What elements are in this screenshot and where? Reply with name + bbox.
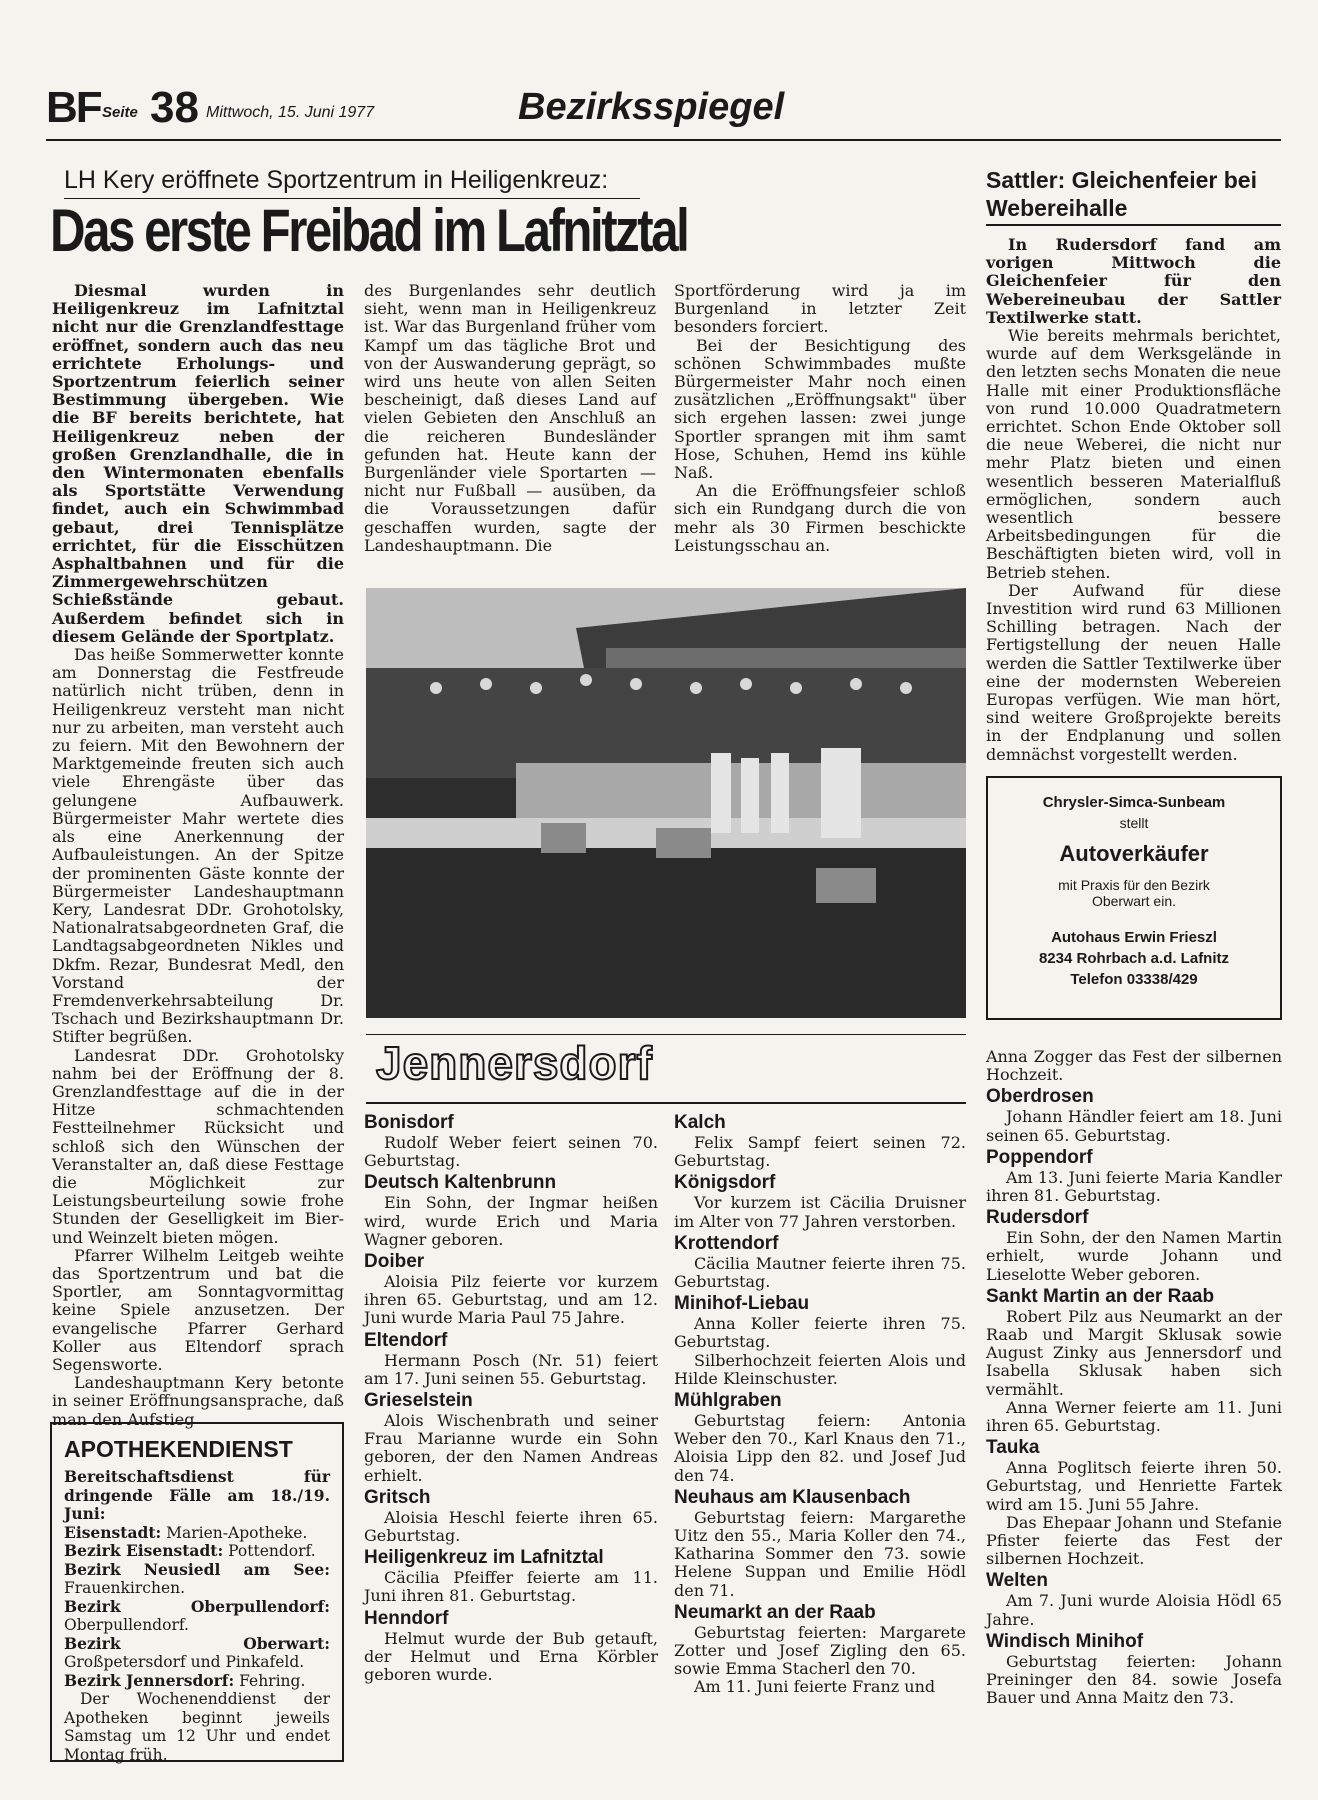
news-text: Anna Werner feierte am 11. Juni ihren 65. Geburtstag.	[986, 1397, 1282, 1436]
article-headline: Das erste Freibad im Lafnitztal	[50, 197, 688, 264]
job-advertisement	[986, 776, 1282, 1020]
place-heading: Sankt Martin an der Raab	[986, 1285, 1215, 1307]
masthead-logo: BF	[46, 83, 101, 132]
apotheken-entry: Bezirk Oberwart: Großpetersdorf und Pinkafeld.	[64, 1633, 330, 1671]
place-heading: Eltendorf	[364, 1329, 448, 1351]
news-text: Hermann Posch (Nr. 51) feiert am 17. Juni seinen 55. Geburtstag.	[364, 1350, 658, 1388]
side-article-body	[986, 236, 1281, 764]
news-text: Vor kurzem ist Cäcilia Druisner im Alter von 77 Jahren verstorben.	[674, 1193, 966, 1231]
ad-company: Autohaus Erwin Frieszl	[1051, 929, 1217, 946]
place-heading: Minihof-Liebau	[674, 1293, 810, 1315]
news-text: Am 11. Juni feierte Franz und	[694, 1677, 936, 1697]
place-heading: Oberdrosen	[986, 1086, 1094, 1108]
news-text: Aloisia Pilz feierte vor kurzem ihren 65. Geburtstag, und am 12. Juni wurde Maria Paul 75 Jahre.	[364, 1272, 658, 1328]
news-text: Cäcilia Pfeiffer feierte am 11. Juni ihren 81. Geburtstag.	[364, 1568, 658, 1606]
place-heading: Krottendorf	[674, 1232, 779, 1254]
place-heading: Neuhaus am Klausenbach	[674, 1486, 911, 1508]
apotheken-entry: Bezirk Eisenstadt: Pottendorf.	[64, 1541, 316, 1560]
jennersdorf-column-3	[986, 1048, 1282, 1707]
place-heading: Neumarkt an der Raab	[674, 1601, 876, 1623]
place-heading: Heiligenkreuz im Lafnitztal	[364, 1547, 604, 1569]
article-column-1	[52, 282, 344, 1429]
news-text: Cäcilia Mautner feierte ihren 75. Geburtstag.	[674, 1253, 966, 1292]
ad-verb: stellt	[1119, 815, 1149, 831]
place-heading: Bonisdorf	[364, 1112, 454, 1133]
apotheken-footer: Der Wochenenddienst der Apotheken beginnt jeweils Samstag um 12 Uhr und endet Montag früh.	[64, 1690, 330, 1764]
place-heading: Windisch Minihof	[986, 1630, 1144, 1652]
place-heading: Tauka	[986, 1437, 1040, 1459]
issue-date: Mittwoch, 15. Juni 1977	[206, 104, 375, 121]
place-heading: Königsdorf	[674, 1172, 776, 1194]
news-text: Geburtstag feiern: Antonia Weber den 70., Karl Knaus den 71., Aloisia Lipp den 82. und Josef Jud den 74.	[674, 1411, 966, 1485]
apotheken-entry: Bezirk Neusiedl am See: Frauenkirchen.	[64, 1559, 330, 1597]
place-heading: Henndorf	[364, 1607, 449, 1629]
news-text: Geburtstag feierten: Johann Preininger den 84. sowie Josefa Bauer und Anna Maitz den 73.	[986, 1651, 1282, 1708]
apotheken-entry: Eisenstadt: Marien-Apotheke.	[64, 1522, 308, 1542]
article-paragraph: Landeshauptmann Kery betonte in seiner Eröffnungsansprache, daß man den Aufstieg	[52, 1373, 344, 1429]
place-heading: Welten	[986, 1570, 1048, 1592]
apotheken-box	[50, 1422, 344, 1762]
place-heading: Doiber	[364, 1251, 425, 1273]
side-headline: Sattler: Gleichenfeier bei Webereihalle	[986, 167, 1257, 221]
news-text: Silberhochzeit feierten Alois und Hilde Kleinschuster.	[674, 1350, 966, 1388]
ad-brand: Chrysler-Simca-Sunbeam	[1042, 794, 1226, 811]
news-text: Anna Poglitsch feierte ihren 50. Geburtstag, und Henriette Fartek wird am 15. Juni 55 Jahre.	[986, 1458, 1282, 1514]
article-paragraph: des Burgenlandes sehr deutlich sieht, wenn man in Heiligenkreuz ist. War das Burgenland früher vom Kampf um das tägliche Brot und von der Auswanderung geprägt, so wird uns heute von allen Seiten bescheinigt, daß dieses Land auf vielen Gebieten den Anschluß an die reicheren Bundesländer gefunden hat. Heute kann der Burgenländer viele Sportarten — nicht nur Fußball — ausüben, da die Voraussetzungen dafür geschaffen wurden, sagte der Landeshauptmann. Die	[364, 281, 656, 555]
news-text: Alois Wischenbrath und seiner Frau Marianne wurde ein Sohn geboren, der den Namen Andreas erhielt.	[364, 1411, 658, 1485]
news-text: Anna Zogger das Fest der silbernen Hochzeit.	[986, 1047, 1282, 1085]
news-text: Am 7. Juni wurde Aloisia Hödl 65 Jahre.	[986, 1591, 1282, 1629]
article-column-3	[674, 282, 966, 555]
place-heading: Deutsch Kaltenbrunn	[364, 1172, 557, 1194]
article-paragraph: Das heiße Sommerwetter konnte am Donnerstag die Festfreude natürlich nicht trüben, denn in Heiligenkreuz versteht man nicht nur zu arbeiten, man versteht auch zu feiern. Mit den Bewohnern der Marktgemeinde freuten sich auch viele Ehrengäste über das gelungene Aufbauwerk. Bürgermeister Mahr wertete dies als eine Anerkennung der Aufbauleistungen. An der Spitze der prominenten Gäste konnte der Bürgermeister Landeshauptmann Kery, Landesrat DDr. Grohotolsky, Nationalratsabgeordneten Graf, die Landtagsabgeordneten Nikles und Dkfm. Rezar, Bundesrat Medl, den Vorstand der Fremdenverkehrsabteilung Dr. Tschach und Bezirkshauptmann Dr. Stifter begrüßen.	[52, 645, 344, 1047]
page-label: Seite	[102, 104, 138, 121]
news-text: Geburtstag feiern: Margarethe Uitz den 55., Maria Koller den 74., Katharina Sommer den 73. sowie Helene Suppan und Emilie Hödl den 71.	[674, 1507, 966, 1600]
news-text: Ein Sohn, der Ingmar heißen wird, wurde Erich und Maria Wagner geboren.	[364, 1193, 658, 1249]
article-paragraph: Pfarrer Wilhelm Leitgeb weihte das Sportzentrum und bat die Sportler, am Sonntagvormittag keine Spiele anzusetzen. Der evangelische Pfarrer Gerhard Koller aus Eltendorf sprach Segensworte.	[52, 1245, 344, 1374]
ad-position: Autoverkäufer	[1059, 841, 1209, 866]
jennersdorf-top-rule	[366, 1034, 966, 1035]
side-paragraph: Wie bereits mehrmals berichtet, wurde auf dem Werksgelände in den letzten sechs Monaten die neue Halle mit einer Produktionsfläche von rund 10.000 Quadratmetern errichtet. Schon Ende Oktober soll die neue Weberei, die nicht nur mehr Platz bieten und einen wesentlich besseren Materialfluß ermöglichen, sondern auch wesentlich bessere Arbeitsbedingungen für die Beschäftigten bieten wird, voll in Betrieb stehen.	[986, 326, 1281, 582]
jennersdorf-column-2	[674, 1110, 966, 1697]
apotheken-entry: Bezirk Jennersdorf: Fehring.	[64, 1670, 306, 1690]
place-heading: Rudersdorf	[986, 1207, 1089, 1229]
place-heading: Gritsch	[364, 1486, 431, 1508]
place-heading: Poppendorf	[986, 1146, 1093, 1168]
article-paragraph: Landesrat DDr. Grohotolsky nahm bei der Eröffnung der 8. Grenzlandfesttage auf die in der Hitze schmachtenden Festteilnehmer Rücksicht und schloß sich den Wünschen der Veranstalter an, daß diese Festtage die Möglichkeit zur Leistungsbeurteilung sowie frohe Stunden der Geselligkeit im Bier- und Weinzelt bieten mögen.	[52, 1045, 344, 1247]
apotheken-intro: Bereitschaftsdienst für dringende Fälle am 18./19. Juni:	[64, 1467, 330, 1523]
news-text: Geburtstag feierten: Margarete Zotter und Josef Zigling den 65. sowie Emma Stacherl den 70.	[674, 1622, 966, 1679]
news-text: Aloisia Heschl feierte ihren 65. Geburtstag.	[364, 1507, 658, 1546]
news-text: Helmut wurde der Bub getauft, der Helmut und Erna Körbler geboren wurde.	[364, 1628, 658, 1685]
article-column-2	[364, 282, 656, 555]
ad-requirement: Oberwart ein.	[1091, 893, 1177, 909]
news-text: Anna Koller feierte ihren 75. Geburtstag.	[674, 1314, 966, 1352]
news-text: Robert Pilz aus Neumarkt an der Raab und Margit Sklusak sowie August Zinky aus Jennersdorf und Isabella Sklusak haben sich vermählt.	[986, 1306, 1282, 1399]
news-text: Ein Sohn, der den Namen Martin erhielt, wurde Johann und Lieselotte Weber geboren.	[986, 1228, 1282, 1284]
article-lead: Diesmal wurden in Heiligenkreuz im Lafnitztal nicht nur die Grenzlandfesttage eröffnet, sondern auch das neu errichtete Erholungs- und Sportzentrum feierlich seiner Bestimmung übergeben. Wie die BF bereits berichtete, hat Heiligenkreuz neben der großen Grenzlandhalle, die in den Wintermonaten ebenfalls als Sportstätte Verwendung findet, auch ein Schwimmbad gebaut, drei Tennisplätze errichtet, für die Eisschützen Asphaltbahnen und für die Zimmergewehrschützen Schießstände gebaut. Außerdem befindet sich in diesem Gelände der Sportplatz.	[52, 281, 344, 646]
news-text: Am 13. Juni feierte Maria Kandler ihren 81. Geburtstag.	[986, 1167, 1282, 1206]
side-lead: In Rudersdorf fand am vorigen Mittwoch die Gleichenfeier für den Webereineubau der Sattler Textilwerke statt.	[986, 235, 1281, 327]
side-headline-rule	[986, 224, 1281, 226]
article-kicker: LH Kery eröffnete Sportzentrum in Heiligenkreuz:	[64, 166, 609, 194]
news-text: Felix Sampf feiert seinen 72. Geburtstag.	[674, 1133, 966, 1171]
section-title: Bezirksspiegel	[518, 86, 785, 128]
ad-address: 8234 Rohrbach a.d. Lafnitz	[1038, 950, 1230, 967]
place-heading: Grieselstein	[364, 1390, 473, 1412]
jennersdorf-rule	[366, 1102, 966, 1104]
news-text: Johann Händler feiert am 18. Juni seinen 65. Geburtstag.	[986, 1107, 1282, 1145]
article-paragraph: An die Eröffnungsfeier schloß sich ein Rundgang durch die von mehr als 30 Firmen beschickte Leistungsschau an.	[674, 481, 966, 555]
article-paragraph: Bei der Besichtigung des schönen Schwimmbades mußte Bürgermeister Mahr noch einen zusätzlichen „Eröffnungsakt" über sich ergehen lassen: zwei junge Sportler sprangen mit ihm samt Hose, Schuhen, Hemd ins kühle Naß.	[674, 335, 966, 483]
ad-phone: Telefon 03338/429	[1070, 971, 1198, 988]
jennersdorf-column-1	[364, 1110, 658, 1684]
apotheken-entry: Bezirk Oberpullendorf: Oberpullendorf.	[64, 1596, 330, 1634]
article-photo	[366, 588, 966, 1018]
place-heading: Kalch	[674, 1112, 726, 1133]
header-rule	[46, 139, 1281, 141]
article-paragraph: Sportförderung wird ja im Burgenland in letzter Zeit besonders forciert.	[674, 281, 966, 337]
jennersdorf-title: Jennersdorf	[376, 1037, 653, 1089]
side-paragraph: Der Aufwand für diese Investition wird rund 63 Millionen Schilling betragen. Nach der Fertigstellung der neuen Halle werden die Sattler Textilwerke über eine der modernsten Webereien Europas verfügen. Wie man hört, sind weitere Großprojekte bereits in der Endplanung und sollen demnächst vorgestellt werden.	[986, 580, 1281, 764]
page-number: 38	[150, 83, 199, 132]
ad-requirement: mit Praxis für den Bezirk	[1058, 877, 1210, 893]
apotheken-title: APOTHEKENDIENST	[64, 1436, 293, 1462]
news-text: Rudolf Weber feiert seinen 70. Geburtstag.	[364, 1133, 658, 1171]
news-text: Das Ehepaar Johann und Stefanie Pfister feierte das Fest der silbernen Hochzeit.	[986, 1512, 1282, 1569]
place-heading: Mühlgraben	[674, 1390, 782, 1412]
